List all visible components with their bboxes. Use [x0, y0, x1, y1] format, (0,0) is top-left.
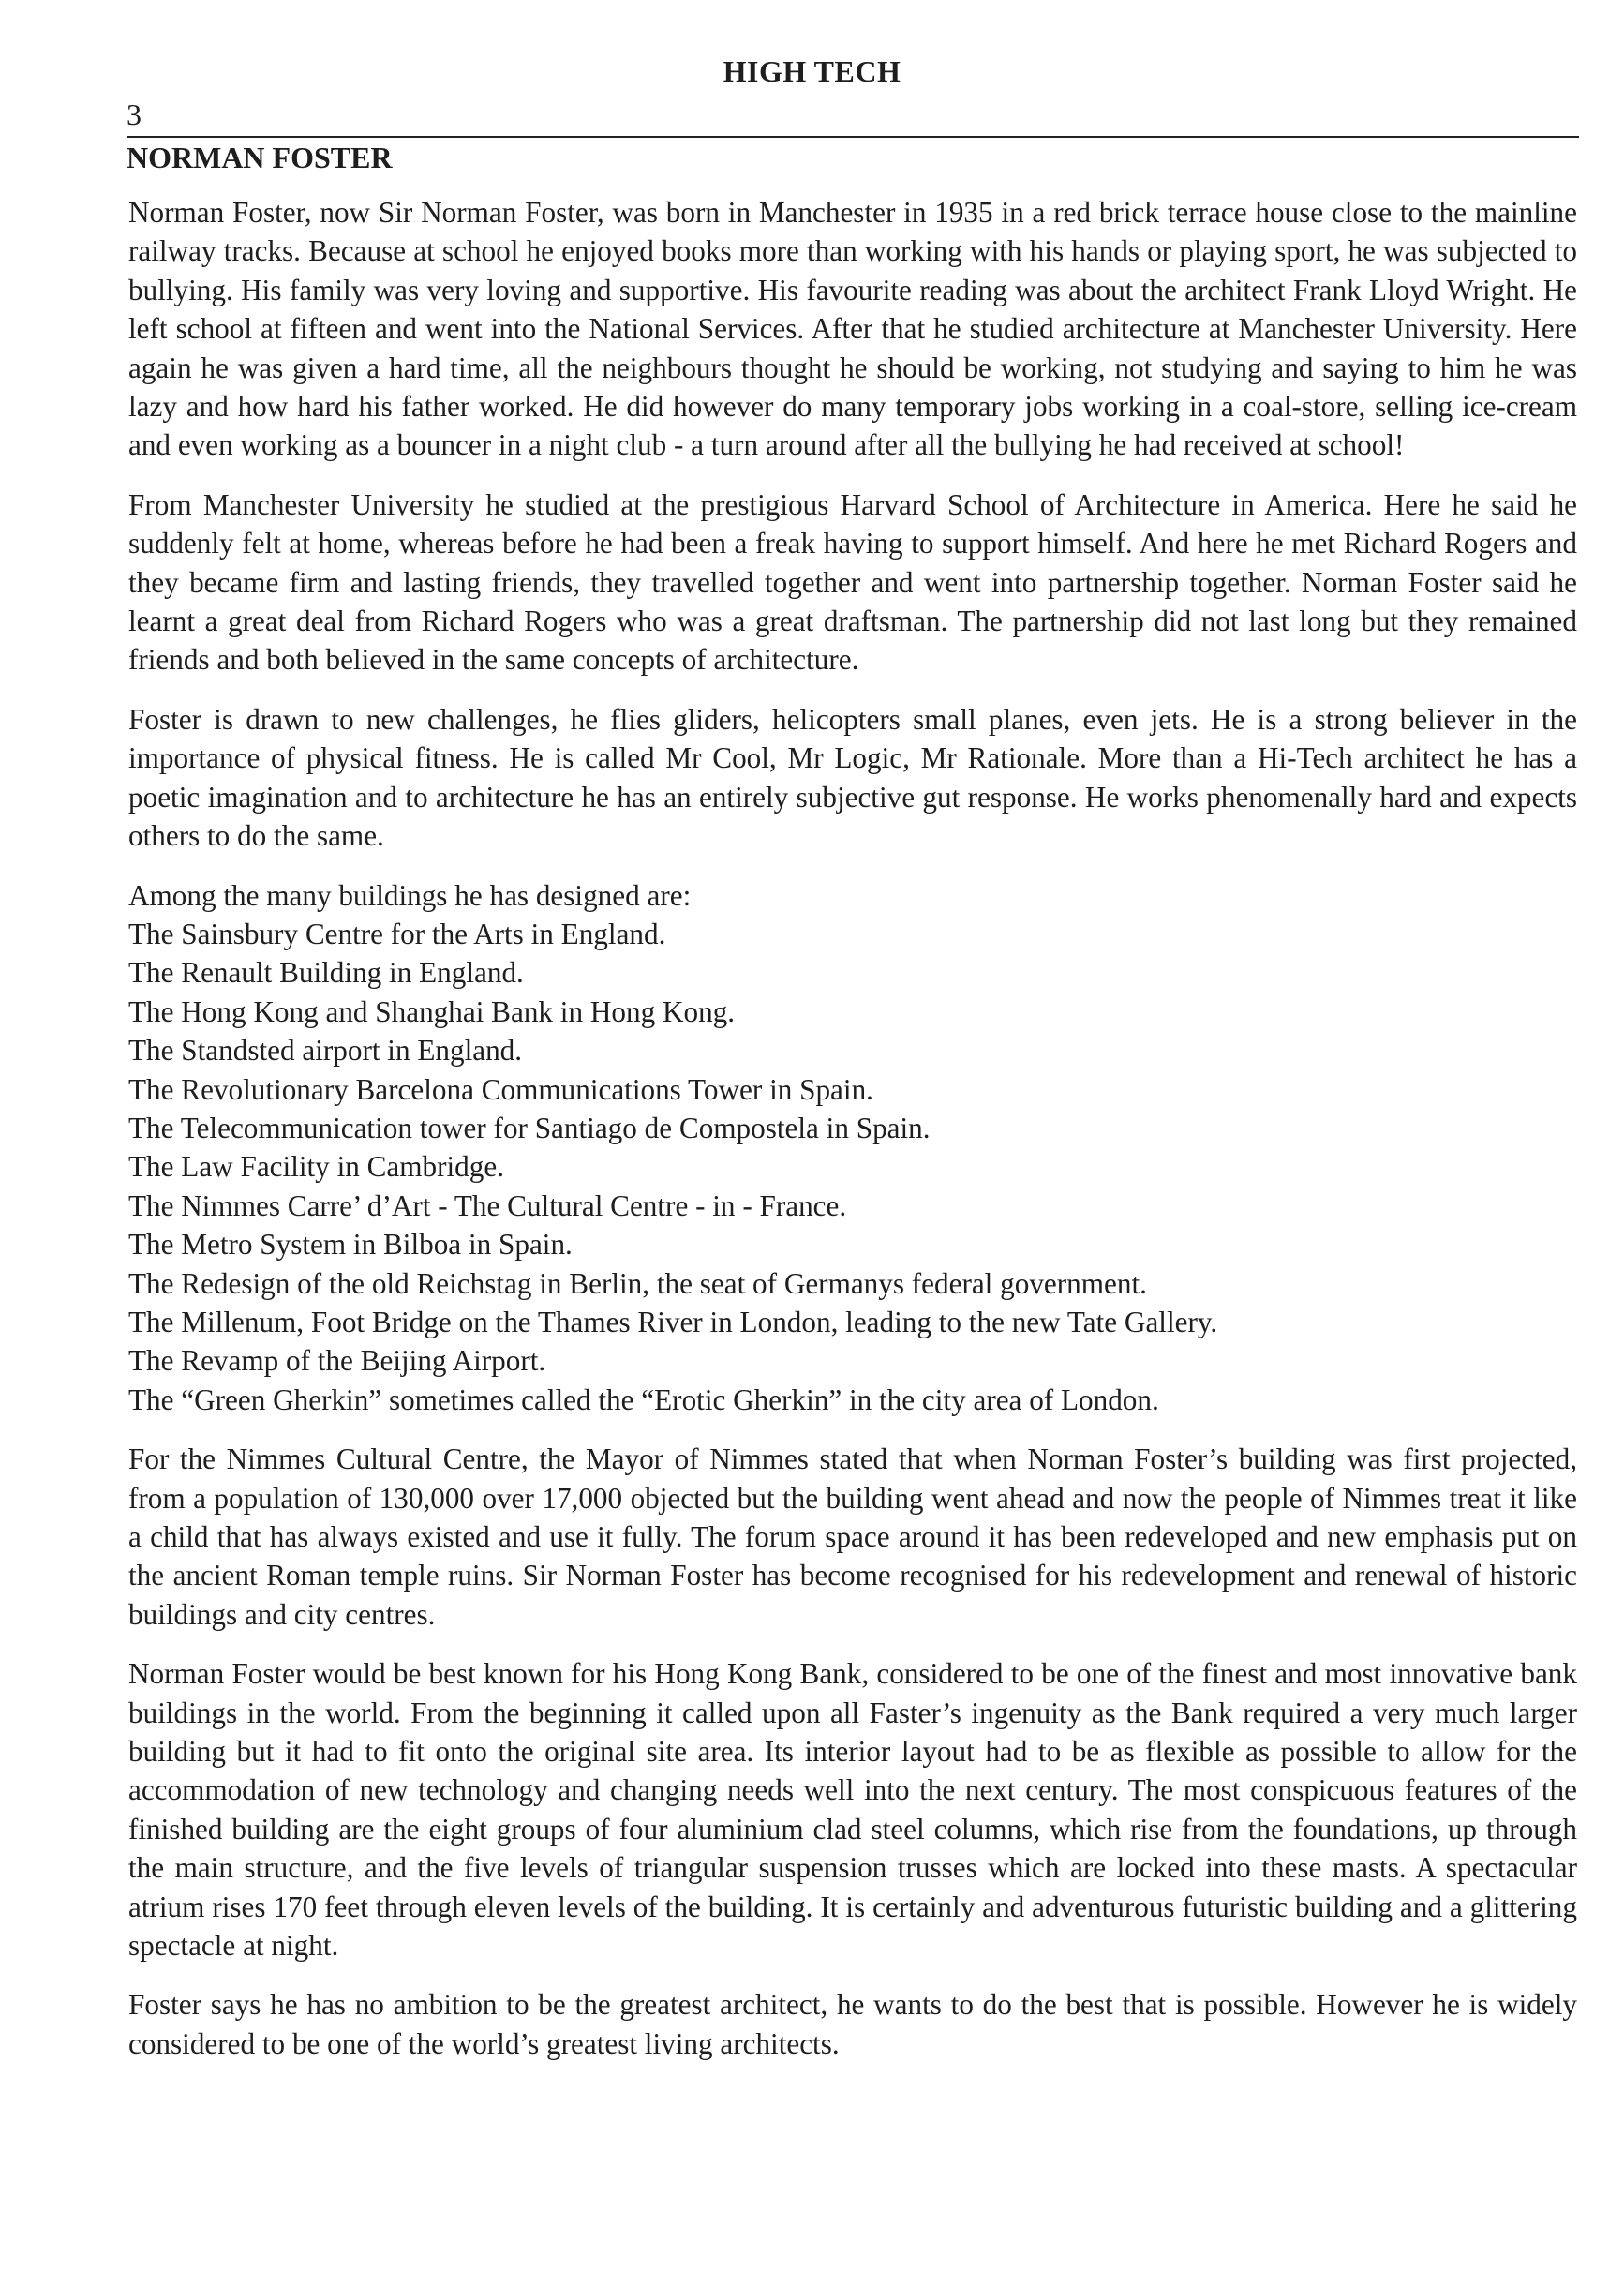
list-item: The Renault Building in England.	[128, 956, 524, 990]
section-title: NORMAN FOSTER	[127, 141, 393, 174]
list-item: The Hong Kong and Shanghai Bank in Hong Kong.	[128, 994, 736, 1028]
list-item: The Nimmes Carre’ d’Art - The Cultural Centre - in - France.	[128, 1188, 847, 1222]
paragraph-challenges: Foster is drawn to new challenges, he flies gliders, helicopters small planes, even jets. He is a strong believer in the importance of physical fitness. He is called Mr Cool, Mr Logic, Mr Rationale. More than a Hi-Tech architect he has a poetic imagination and to architecture he has an entirely subjective gut response. He works phenomenally hard and expects others to do the same.	[128, 702, 1577, 853]
paragraph-hong-kong-bank: Norman Foster would be best known for his Hong Kong Bank, considered to be one of the finest and most innovative bank buildings in the world. From the beginning it called upon all Faster’s ingenuity as the Bank required a very much larger building but it had to fit onto the original site area. Its interior layout had to be as flexible as possible to allow for the accommodation of new technology and changing needs well into the next century. The most conspicuous features of the finished building are the eight groups of four aluminium clad steel columns, which rise from the foundations, up through the main structure, and the five levels of triangular suspension trusses which are locked into these masts. A spectacular atrium rises 170 feet through eleven levels of the building. It is certainly and adventurous futuristic building and a glittering spectacle at night.	[128, 1657, 1577, 1963]
list-item: The Standsted airport in England.	[128, 1034, 523, 1068]
paragraph-ambition: Foster says he has no ambition to be the greatest architect, he wants to do the best that is possible. However he is widely considered to be one of the world’s greatest living architects.	[128, 1988, 1577, 2060]
buildings-list	[128, 915, 1577, 1419]
list-item: The Millenum, Foot Bridge on the Thames River in London, leading to the new Tate Gallery.	[128, 1305, 1218, 1338]
list-item: The Metro System in Bilboa in Spain.	[128, 1228, 573, 1262]
list-item: The Redesign of the old Reichstag in Berlin, the seat of Germanys federal government.	[128, 1266, 1147, 1300]
list-item: The Law Facility in Cambridge.	[128, 1150, 505, 1184]
running-header-title: HIGH TECH	[723, 54, 901, 88]
list-item: The Revamp of the Beijing Airport.	[128, 1344, 546, 1378]
paragraph-nimmes: For the Nimmes Cultural Centre, the Mayor of Nimmes stated that when Norman Foster’s building was first projected, from a population of 130,000 over 17,000 objected but the building went ahead and now the people of Nimmes treat it like a child that has always existed and use it fully. The forum space around it has been redeveloped and new emphasis put on the ancient Roman temple ruins. Sir Norman Foster has become recognised for his redevelopment and renewal of historic buildings and city centres.	[128, 1442, 1577, 1631]
header-rule	[127, 136, 1579, 138]
list-item: The Revolutionary Barcelona Communications Tower in Spain.	[128, 1072, 873, 1106]
list-item: The Sainsbury Centre for the Arts in England.	[128, 917, 666, 950]
paragraph-early-life: Norman Foster, now Sir Norman Foster, was born in Manchester in 1935 in a red brick terrace house close to the mainline railway tracks. Because at school he enjoyed books more than working with his hands or playing sport, he was subjected to bullying. His family was very loving and supportive. His favourite reading was about the architect Frank Lloyd Wright. He left school at fifteen and went into the National Services. After that he studied architecture at Manchester University. Here again he was given a hard time, all the neighbours thought he should be working, not studying and saying to him he was lazy and how hard his father worked. He did however do many temporary jobs working in a coal-store, selling ice-cream and even working as a bouncer in a night club - a turn around after all the bullying he had received at school!	[128, 196, 1577, 462]
list-item: The Telecommunication tower for Santiago de Compostela in Spain.	[128, 1111, 931, 1144]
buildings-list-intro: Among the many buildings he has designed are:	[128, 878, 692, 912]
article-body	[128, 193, 1577, 2084]
list-item: The “Green Gherkin” sometimes called the “Erotic Gherkin” in the city area of London.	[128, 1383, 1159, 1416]
page-number: 3	[127, 97, 142, 131]
paragraph-harvard: From Manchester University he studied at the prestigious Harvard School of Architecture in America. Here he said he suddenly felt at home, whereas before he had been a freak having to support himself. And here he met Richard Rogers and they became firm and lasting friends, they travelled together and went into partnership together. Norman Foster said he learnt a great deal from Richard Rogers who was a great draftsman. The partnership did not last long but they remained friends and both believed in the same concepts of architecture.	[128, 487, 1577, 677]
